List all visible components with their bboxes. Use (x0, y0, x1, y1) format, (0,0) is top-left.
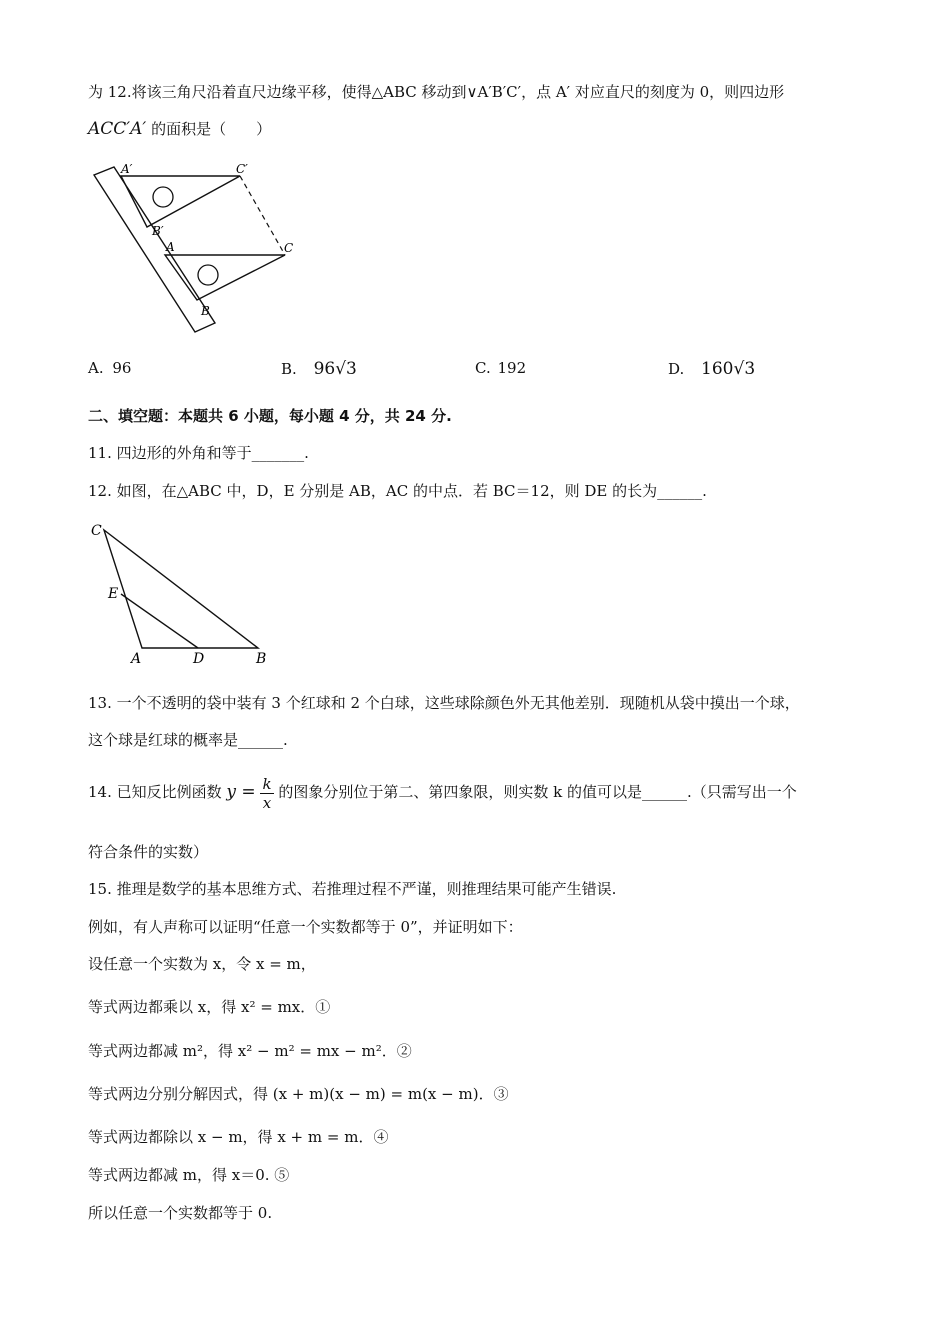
triangle-abc-figure (88, 520, 278, 670)
triangle-abc-q12 (104, 530, 258, 648)
label-a1: A′ (121, 162, 133, 176)
hole-bottom (198, 265, 218, 285)
section-2-heading: 二、填空题：本题共 6 小题，每小题 4 分，共 24 分. (88, 407, 452, 425)
q14-line1: 14. 已知反比例函数 y = $\frac{k}{x}$ 的图象分别位于第二、第四象限，则实数 k 的值可以是______.（只需写出一个 (88, 774, 797, 812)
q13-line1: 13. 一个不透明的袋中装有 3 个红球和 2 个白球，这些球除颜色外无其他差别．现随机从袋中摸出一个球， (88, 694, 800, 712)
q14-line2: 符合条件的实数） (88, 843, 209, 861)
label-c1: C′ (236, 162, 248, 176)
choice-d[interactable]: D. 160√3 (668, 359, 756, 379)
label-q12-d: D (193, 651, 205, 667)
label-q12-b: B (256, 651, 267, 667)
q15-line-6: 等式两边都除以 x − m，得 x + m = m．④ (88, 1128, 389, 1146)
label-q12-e: E (108, 586, 119, 602)
label-q12-a: A (131, 651, 142, 667)
q15-line-7: 等式两边都减 m，得 x＝0. ⑤ (88, 1166, 290, 1184)
q10-line1: 为 12.将该三角尺沿着直尺边缘平移，使得△ABC 移动到∨A′B′C′，点 A′ 对应直尺的刻度为 0，则四边形 (88, 83, 785, 101)
q15-line-5: 等式两边分别分解因式，得 (x + m)(x − m) = m(x − m)．③ (88, 1085, 509, 1103)
q15-line-4: 等式两边都减 m²，得 x² − m² = mx − m²．② (88, 1042, 412, 1060)
label-q12-c: C (91, 523, 102, 539)
segment-de (121, 594, 198, 648)
q15-line-8: 所以任意一个实数都等于 0. (88, 1204, 273, 1222)
label-b1: B′ (152, 224, 164, 238)
label-c: C (284, 241, 294, 255)
triangle-a1b1c1 (121, 176, 240, 227)
q10-line2-rest: 的面积是（ ） (151, 120, 272, 138)
q15-line-0: 15. 推理是数学的基本思维方式、若推理过程不严谨，则推理结果可能产生错误. (88, 880, 617, 898)
q15-line-3: 等式两边都乘以 x，得 x² = mx．① (88, 998, 331, 1016)
quadrilateral-name: ACC′A′ (88, 119, 147, 139)
fraction-k-over-x: $\frac{k}{x}$ (262, 774, 272, 812)
q13-line2: 这个球是红球的概率是______. (88, 731, 288, 749)
q15-line-2: 设任意一个实数为 x，令 x = m， (88, 955, 316, 973)
q12-text: 12. 如图，在△ABC 中，D，E 分别是 AB，AC 的中点．若 BC＝12，则 DE 的长为______. (88, 482, 707, 500)
q10-line2 (88, 119, 271, 139)
q11: 11. 四边形的外角和等于_______. (88, 444, 309, 462)
choice-c[interactable]: C. 192 (475, 359, 527, 377)
hole-top (153, 187, 173, 207)
dashed-cc1 (240, 176, 285, 255)
triangle-abc (165, 255, 285, 300)
label-a: A (166, 240, 175, 254)
q15-line-1: 例如，有人声称可以证明“任意一个实数都等于 0”，并证明如下： (88, 918, 523, 936)
choice-b[interactable]: B. 96√3 (281, 359, 357, 379)
label-b: B (201, 304, 210, 318)
ruler-triangle-figure (88, 155, 308, 340)
choice-a[interactable]: A. 96 (88, 359, 132, 377)
